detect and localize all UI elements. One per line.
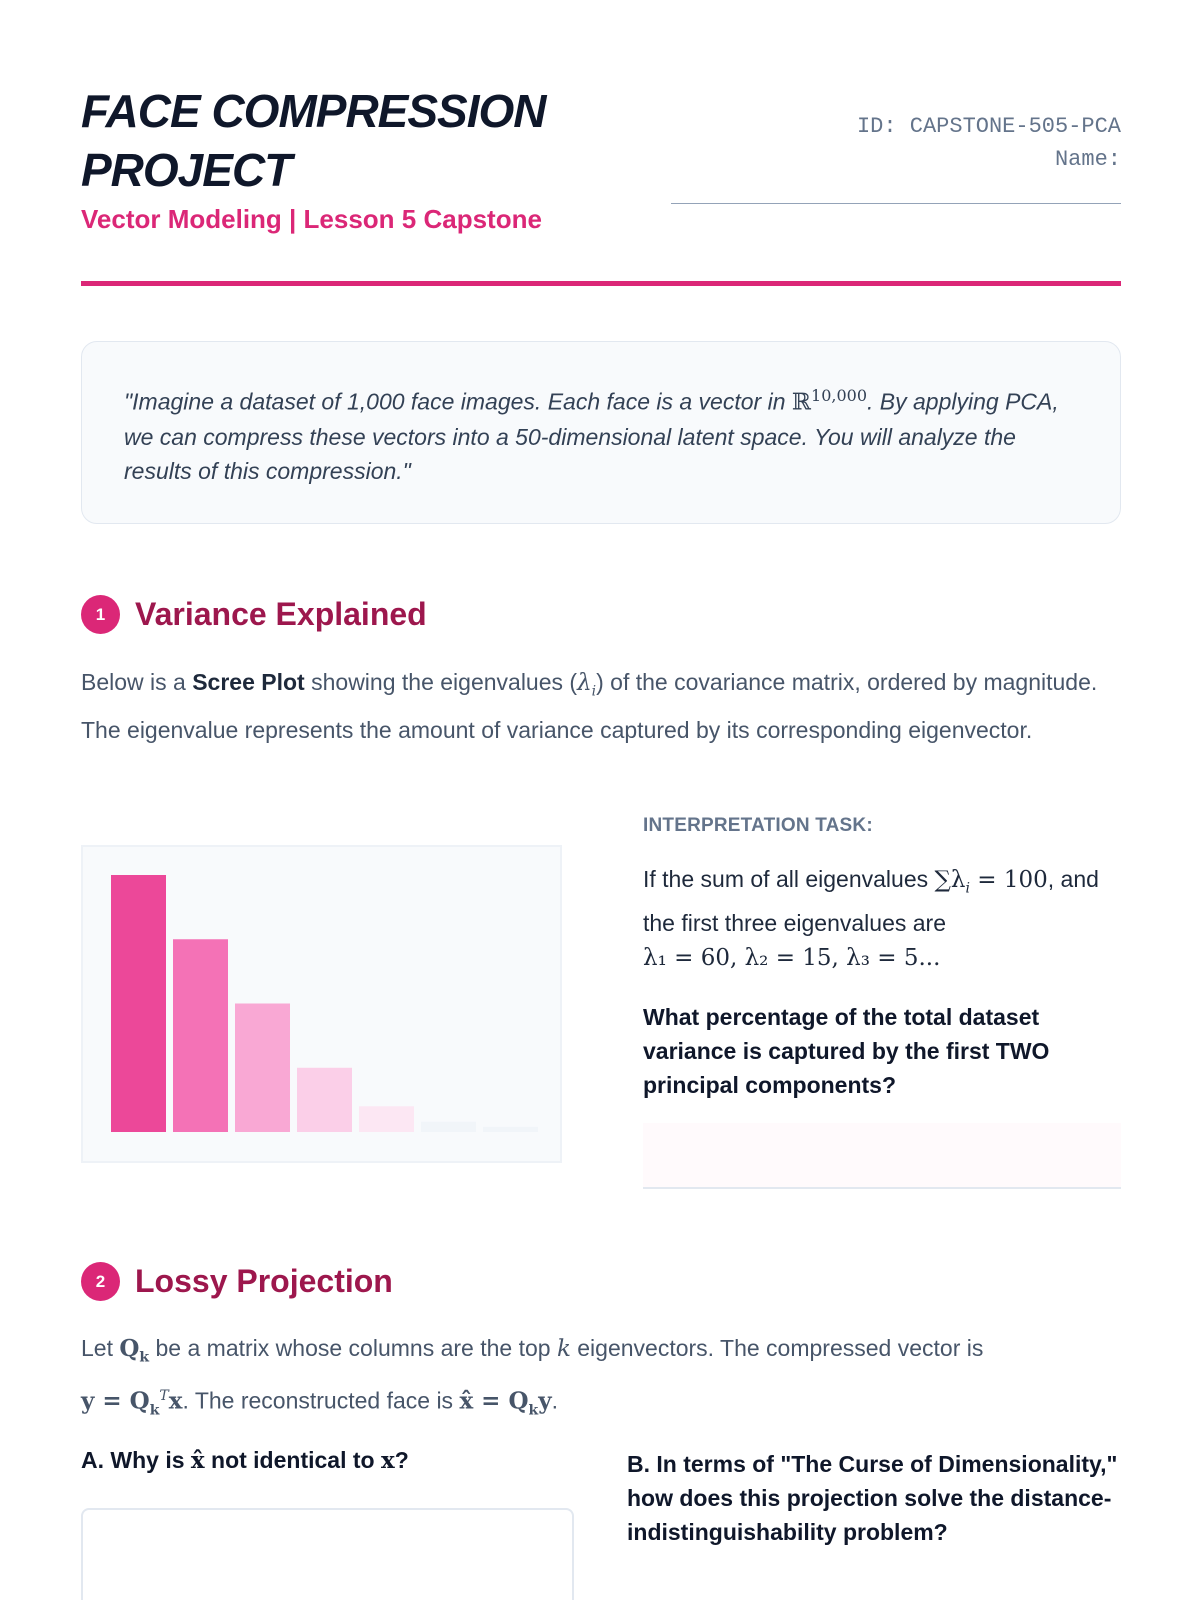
header-divider [81, 281, 1121, 286]
question-a [81, 1447, 409, 1474]
desc-text: Let [81, 1335, 120, 1361]
desc-text: ) of the covariance matrix, ordered by magnitude. The eigenvalue represents the amount of variance captured by its corresponding eigenvector. [81, 669, 1098, 743]
matrix-q-subscript: k [149, 1401, 160, 1418]
matrix-q-subscript: k [139, 1349, 150, 1366]
sum-expression: ∑λ [934, 867, 966, 893]
desc-text: showing the eigenvalues ( [304, 669, 578, 695]
task-text-part: If the sum of all eigenvalues [643, 866, 935, 892]
question-b: B. In terms of "The Curse of Dimensionality," how does this projection solve the distance-indistinguishability problem? [627, 1451, 1118, 1545]
vector-y: y [538, 1387, 552, 1415]
k-symbol: k [556, 1336, 571, 1362]
task-label: INTERPRETATION TASK: [643, 815, 873, 836]
scree-plot [81, 845, 562, 1163]
sum-subscript: i [965, 880, 970, 897]
section-2-title: Lossy Projection [135, 1263, 393, 1299]
real-space-exponent: 10,000 [811, 386, 867, 405]
matrix-q-subscript: k [528, 1401, 539, 1418]
scree-bar-7 [483, 1127, 538, 1132]
header [81, 82, 1121, 292]
page-title: FACE COMPRESSION PROJECT [81, 85, 546, 196]
name-field[interactable] [671, 182, 1121, 204]
x-hat-symbol: x̂ [190, 1447, 205, 1474]
section-1-description [81, 663, 1121, 749]
section-2-heading [81, 1262, 393, 1301]
scree-plot-svg [83, 847, 560, 1161]
desc-text: be a matrix whose columns are the top [149, 1335, 557, 1361]
page-subtitle: Vector Modeling | Lesson 5 Capstone [81, 204, 542, 234]
section-1-number: 1 [81, 595, 120, 634]
quote-text: "Imagine a dataset of 1,000 face images. Each face is a vector in [124, 388, 792, 415]
task-text-part: , and the first three eigenvalues are [643, 866, 1099, 936]
name-label: Name: [1054, 147, 1121, 172]
desc-text: . [551, 1387, 558, 1414]
scree-bar-6 [421, 1122, 476, 1132]
interpretation-task [643, 815, 1121, 1102]
scree-bar-4 [297, 1068, 352, 1132]
question-a-answer-field[interactable] [81, 1508, 574, 1600]
desc-text: Below is a [81, 669, 193, 695]
section-2-description [81, 1329, 1121, 1429]
scree-bar-2 [173, 939, 228, 1132]
task-answer-field[interactable] [643, 1123, 1121, 1189]
scree-plot-term: Scree Plot [192, 669, 305, 695]
lambda-subscript: i [591, 683, 597, 700]
compressed-vector-eq: y = Q [81, 1387, 150, 1415]
reconstruction-eq: x̂ = Q [459, 1387, 529, 1415]
section-1-heading [81, 595, 427, 634]
sum-value: = 100 [969, 867, 1048, 893]
task-text [643, 862, 1121, 975]
scree-bar-1 [111, 875, 166, 1132]
section-2-number: 2 [81, 1262, 120, 1301]
vector-x: x [168, 1387, 183, 1415]
question-a-text: ? [394, 1447, 409, 1473]
real-space-symbol: ℝ [791, 389, 812, 416]
task-question: What percentage of the total dataset variance is captured by the first TWO principal components? [643, 1003, 1050, 1098]
lambda-symbol: λ [577, 670, 592, 696]
vector-x: x [380, 1447, 395, 1474]
id-block [671, 110, 1121, 204]
scree-bar-5 [359, 1106, 414, 1132]
section-1-title: Variance Explained [135, 596, 427, 632]
scree-bar-3 [235, 1004, 290, 1133]
transpose-symbol: T [159, 1387, 169, 1404]
matrix-q: Q [119, 1335, 140, 1362]
eigenvalue-list: λ₁ = 60, λ₂ = 15, λ₃ = 5... [643, 944, 941, 971]
question-a-text: A. Why is [81, 1447, 191, 1473]
intro-quote [81, 341, 1121, 524]
desc-text: eigenvectors. The compressed vector is [570, 1335, 984, 1361]
quote-text-end: . By applying PCA, we can compress these vectors into a 50-dimensional latent space. You will analyze the results of this compression." [124, 388, 1059, 484]
assignment-id: ID: CAPSTONE-505-PCA [856, 114, 1121, 139]
desc-text: . The reconstructed face is [182, 1387, 460, 1414]
question-a-text: not identical to [204, 1447, 381, 1473]
